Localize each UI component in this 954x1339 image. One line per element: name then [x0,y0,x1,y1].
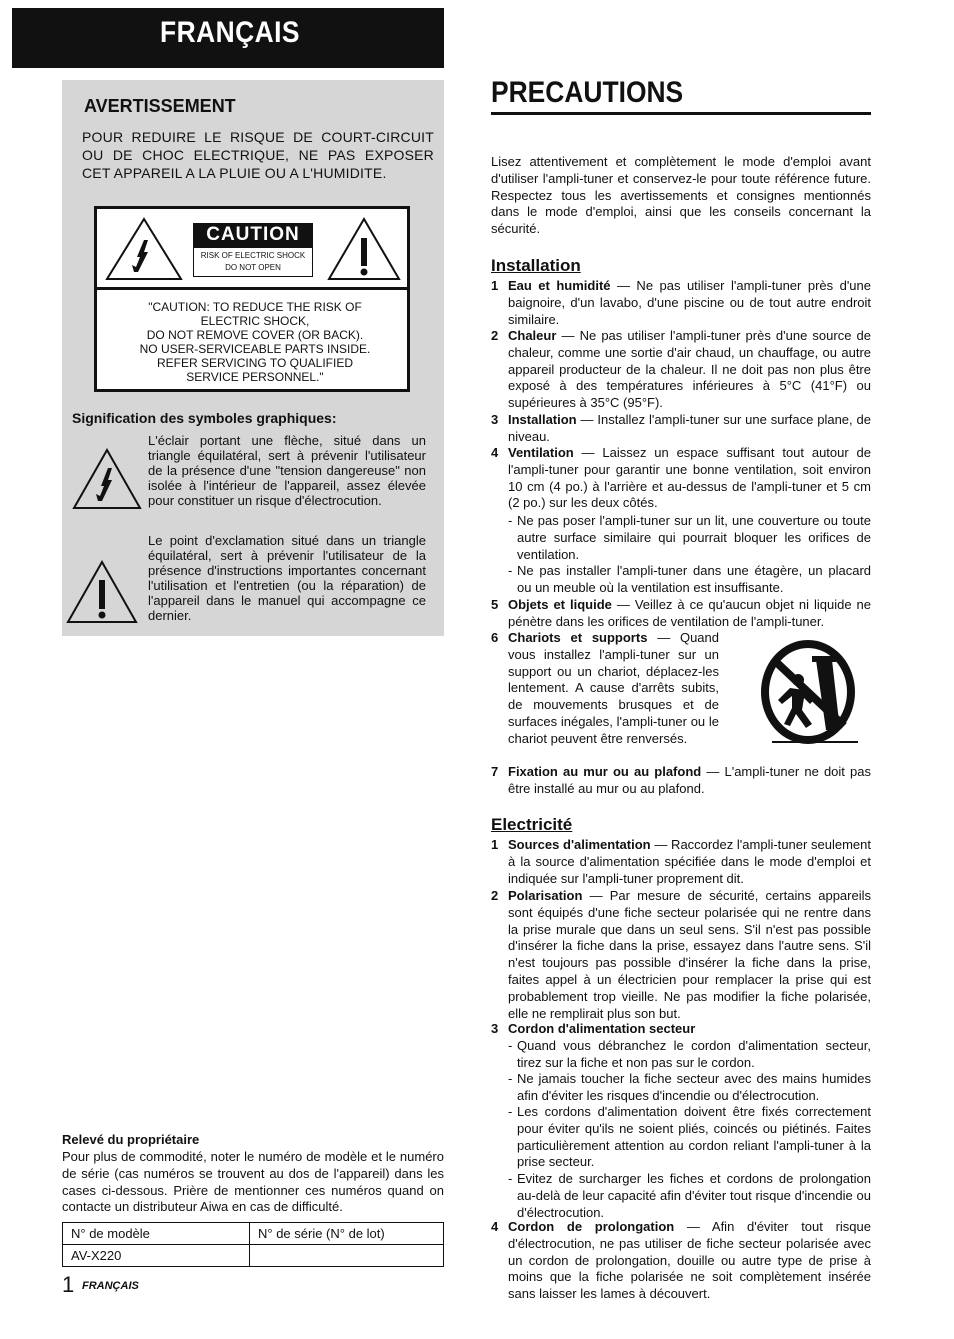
lightning-symbol-icon [72,448,142,510]
electricite-item: 3 Cordon d'alimentation secteur [491,1021,696,1036]
serial-value [250,1245,444,1267]
installation-item: 1 Eau et humidité — Ne pas utiliser l'ampli-tuner près d'une baignoire, d'un lavabo, d'une piscine ou de tout autre endroit similaire. [491,278,871,327]
ventilation-note: - Ne pas poser l'ampli-tuner sur un lit, une couverture ou toute autre surface similaire qui pourrait bloquer les orifices de ventilation. [508,513,871,562]
cord-note: - Les cordons d'alimentation doivent être fixés correctement pour éviter qu'ils ne soient pliés, coincés ou piétinés. Faites particulièrement attention au cordon reliant l'ampli-tuner à la prise secteur. [508,1104,871,1170]
installation-item: 3 Installation — Installez l'ampli-tuner sur une surface plane, de niveau. [491,412,871,444]
precautions-title: PRECAUTIONS [491,76,684,109]
page-number: 1 [62,1272,75,1297]
cord-note: - Ne jamais toucher la fiche secteur avec des mains humides afin d'éviter les risques d'incendie ou d'électrocution. [508,1071,871,1103]
serial-label: N° de série (N° de lot) [250,1223,444,1245]
cord-note: - Quand vous débranchez le cordon d'alimentation secteur, tirez sur la fiche et non pas sur le cordon. [508,1038,871,1070]
installation-heading: Installation [491,256,581,275]
caution-sublabel: RISK OF ELECTRIC SHOCK DO NOT OPEN [193,247,313,277]
caution-divider [97,287,407,290]
title-rule [491,112,871,115]
installation-item: 2 Chaleur — Ne pas utiliser l'ampli-tuner près d'une source de chaleur, comme une sortie d'air chaud, un chauffage, ou autre appareil producteur de la chaleur. Il ne doit pas non plus être exposé à des températures inférieures à 5°C (41°F) ou supérieures à 35°C (95°F). [491,328,871,411]
symbols-title: Signification des symboles graphiques: [72,410,337,426]
avertissement-text: POUR REDUIRE LE RISQUE DE COURT-CIRCUIT OU DE CHOC ELECTRIQUE, NE PAS EXPOSER CET APPAREIL A LA PLUIE OU A L'HUMIDITE. [82,129,434,181]
cord-note: - Evitez de surcharger les fiches et cordons de prolongation au-delà de leur capacité afin d'éviter tout risque d'incendie ou d'électrocution. [508,1171,871,1220]
lightning-explanation: L'éclair portant une flèche, situé dans un triangle équilatéral, sert à prévenir l'utilisateur de la présence d'une "tension dangereuse" non isolée à l'intérieur de l'appareil, assez élevée pour constituer un risque d'électrocution. [148,433,426,508]
language-title: FRANÇAIS [160,16,300,49]
ventilation-note: - Ne pas installer l'ampli-tuner dans une étagère, un placard ou un meuble où la ventilation est insuffisante. [508,563,871,595]
lightning-triangle-icon [104,216,184,282]
owner-record-title: Relevé du propriétaire [62,1132,200,1147]
footer-label: FRANÇAIS [82,1280,139,1292]
caution-label: CAUTION [193,223,313,247]
electricite-item: 4 Cordon de prolongation — Afin d'éviter tout risque d'électrocution, ne pas utiliser de fiche secteur polarisée avec un cordon de prolongation, douille ou autre type de prise à moins que la fiche polarisée ne soit complètement insérée sans laisser les lames à découvert. [491,1219,871,1302]
electricite-item: 1 Sources d'alimentation — Raccordez l'ampli-tuner seulement à la source d'alimentation spécifiée dans le mode d'emploi et indiquée sur l'ampli-tuner proprement dit. [491,837,871,886]
installation-item: 6 Chariots et supports — Quand vous installez l'ampli-tuner sur un support ou un chariot, déplacez-les lentement. A cause d'arrêts subits, de mouvements brusques et de surfaces inégales, l'ampli-tuner ou le chariot peuvent être renversés. [491,630,719,746]
installation-item: 4 Ventilation — Laissez un espace suffisant tout autour de l'ampli-tuner pour garantir une bonne ventilation, soit environ 10 cm (4 po.) à l'arrière et au-dessus de l'ampli-tuner et 5 cm (2 po.) sur les deux côtés. [491,445,871,511]
owner-record-table [62,1222,444,1267]
electricite-heading: Electricité [491,815,573,834]
installation-item: 7 Fixation au mur ou au plafond — L'ampli-tuner ne doit pas être installé au mur ou au plafond. [491,764,871,796]
avertissement-title: AVERTISSEMENT [84,96,236,116]
cart-warning-icon [760,638,860,748]
exclamation-explanation: Le point d'exclamation situé dans un triangle équilatéral, sert à prévenir l'utilisateur de la présence d'instructions importantes concernant l'utilisation et l'entretien (ou la réparation) de l'appareil dans le manuel qui accompagne ce dernier. [148,533,426,623]
electricite-item: 2 Polarisation — Par mesure de sécurité, certains appareils sont équipés d'une fiche secteur polarisée qui ne rentre dans la prise murale que dans un seul sens. S'il n'est pas possible d'insérer la fiche dans la prise, essayez dans l'autre sens. S'il n'est toujours pas possible d'insérer la fiche dans la prise, faites appel à un électricien pour remplacer la prise qui est probablement trop vieille. Ne pas modifier la fiche polarisée, elle ne remplirait plus son but. [491,888,871,1021]
precautions-intro: Lisez attentivement et complètement le mode d'emploi avant d'utiliser l'ampli-tuner et conservez-le pour toute référence future. Respectez tous les avertissements et consignes mentionnés dans le mode d'emploi, ainsi que les conseils concernant la sécurité. [491,154,871,237]
model-label: N° de modèle [63,1223,250,1245]
model-value: AV-X220 [63,1245,250,1267]
installation-item: 5 Objets et liquide — Veillez à ce qu'aucun objet ni liquide ne pénètre dans les orifices de ventilation de l'ampli-tuner. [491,597,871,629]
exclamation-symbol-icon [66,560,138,624]
owner-record-text: Pour plus de commodité, noter le numéro de modèle et le numéro de série (cas numéros se trouvent au dos de l'appareil) dans les cases ci-dessous. Prière de mentionner ces numéros quand on contacte un distributeur Aiwa en cas de difficulté. [62,1149,444,1215]
exclamation-triangle-icon [326,216,402,282]
caution-text: "CAUTION: TO REDUCE THE RISK OF ELECTRIC SHOCK, DO NOT REMOVE COVER (OR BACK). NO USER-SERVICEABLE PARTS INSIDE. REFER SERVICING TO QUALIFIED SERVICE PERSONNEL." [139,300,371,384]
